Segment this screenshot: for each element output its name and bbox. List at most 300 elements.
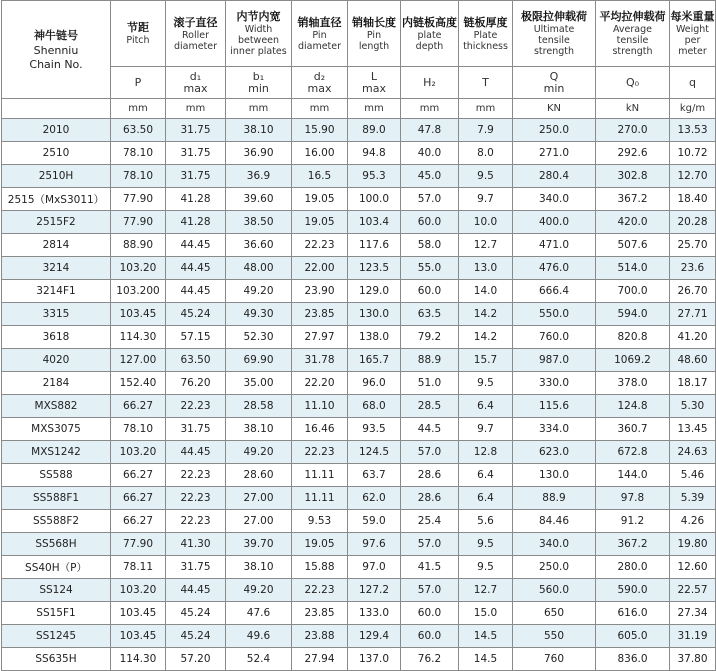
table-cell: 66.27 [111, 487, 166, 510]
table-cell: 103.4 [348, 211, 401, 234]
table-cell: 760 [513, 648, 596, 671]
table-cell: 22.57 [670, 579, 716, 602]
table-cell: 38.10 [226, 556, 292, 579]
table-cell: 66.27 [111, 510, 166, 533]
table-row [2, 303, 716, 326]
table-cell: 62.0 [348, 487, 401, 510]
chain-number-cell: 2184 [2, 372, 111, 395]
table-cell: 987.0 [513, 349, 596, 372]
table-cell: 400.0 [513, 211, 596, 234]
table-cell: 280.0 [596, 556, 670, 579]
table-cell: 1069.2 [596, 349, 670, 372]
table-cell: 88.90 [111, 234, 166, 257]
chain-number-cell: MXS882 [2, 395, 111, 418]
chain-number-cell: SS1245 [2, 625, 111, 648]
table-row [2, 188, 716, 211]
chain-number-header [2, 1, 111, 99]
table-cell: 14.0 [459, 280, 513, 303]
column-header-zh: 链板厚度 [463, 15, 508, 29]
table-cell: 27.71 [670, 303, 716, 326]
column-header-en: Pin [366, 29, 382, 41]
table-cell: 476.0 [513, 257, 596, 280]
column-header-en: plate [417, 29, 442, 41]
table-cell: 124.5 [348, 441, 401, 464]
table-cell: 15.0 [459, 602, 513, 625]
table-cell: 57.20 [166, 648, 226, 671]
table-cell: 103.200 [111, 280, 166, 303]
table-cell: 15.88 [292, 556, 348, 579]
table-cell: 44.45 [166, 441, 226, 464]
table-cell: 39.60 [226, 188, 292, 211]
table-cell: 19.05 [292, 211, 348, 234]
table-cell: 49.20 [226, 280, 292, 303]
table-row [2, 119, 716, 142]
column-header-zh: 滚子直径 [173, 15, 218, 29]
chain-number-cell: 2515F2 [2, 211, 111, 234]
table-cell: 103.20 [111, 441, 166, 464]
table-row [2, 257, 716, 280]
table-cell: 5.46 [670, 464, 716, 487]
table-cell: 605.0 [596, 625, 670, 648]
column-header [226, 1, 292, 67]
table-cell: 60.0 [401, 280, 459, 303]
chain-number-cell: 3214F1 [2, 280, 111, 303]
column-header [292, 1, 348, 67]
column-header [166, 1, 226, 67]
table-cell: 48.00 [226, 257, 292, 280]
table-cell: 44.45 [166, 579, 226, 602]
table-cell: 14.2 [459, 326, 513, 349]
table-cell: 22.23 [166, 487, 226, 510]
table-cell: 760.0 [513, 326, 596, 349]
table-cell: 28.5 [401, 395, 459, 418]
column-symbol [111, 67, 166, 99]
table-cell: 76.20 [166, 372, 226, 395]
table-cell: 130.0 [348, 303, 401, 326]
table-cell: 14.2 [459, 303, 513, 326]
table-cell: 152.40 [111, 372, 166, 395]
table-cell: 514.0 [596, 257, 670, 280]
table-cell: 19.05 [292, 533, 348, 556]
table-cell: 28.60 [226, 464, 292, 487]
chain-number-cell: MXS1242 [2, 441, 111, 464]
column-symbol-line: Q₀ [625, 75, 640, 89]
chain-number-cell: SS15F1 [2, 602, 111, 625]
chain-number-header-en-2: Chain No. [29, 57, 83, 71]
table-cell: 47.6 [226, 602, 292, 625]
table-cell: 52.4 [226, 648, 292, 671]
chain-number-cell: 2510 [2, 142, 111, 165]
column-header-en: diameter [297, 40, 342, 52]
table-cell: 78.10 [111, 165, 166, 188]
table-cell: 22.23 [166, 395, 226, 418]
table-cell: 38.10 [226, 418, 292, 441]
column-header-en: length [358, 40, 390, 52]
table-cell: 9.5 [459, 533, 513, 556]
table-cell: 550.0 [513, 303, 596, 326]
table-cell: 18.40 [670, 188, 716, 211]
table-cell: 68.0 [348, 395, 401, 418]
column-symbol [292, 67, 348, 99]
column-header-zh: 销轴直径 [297, 15, 342, 29]
table-cell: 471.0 [513, 234, 596, 257]
table-cell: 38.10 [226, 119, 292, 142]
table-cell: 27.00 [226, 510, 292, 533]
table-cell: 16.00 [292, 142, 348, 165]
table-cell: 66.27 [111, 464, 166, 487]
table-row [2, 234, 716, 257]
table-cell: 700.0 [596, 280, 670, 303]
table-cell: 22.00 [292, 257, 348, 280]
table-cell: 41.30 [166, 533, 226, 556]
table-cell: 13.45 [670, 418, 716, 441]
table-cell: 69.90 [226, 349, 292, 372]
table-cell: 9.53 [292, 510, 348, 533]
column-header-en: Width [244, 24, 273, 35]
table-cell: 31.19 [670, 625, 716, 648]
table-cell: 27.34 [670, 602, 716, 625]
table-row [2, 533, 716, 556]
table-cell: 31.75 [166, 119, 226, 142]
table-row [2, 165, 716, 188]
table-cell: 137.0 [348, 648, 401, 671]
chain-number-cell: 2515（MxS3011） [2, 188, 111, 211]
table-cell: 11.10 [292, 395, 348, 418]
table-cell: 12.60 [670, 556, 716, 579]
table-cell: 7.9 [459, 119, 513, 142]
table-cell: 28.6 [401, 464, 459, 487]
table-row [2, 625, 716, 648]
table-row [2, 211, 716, 234]
table-cell: 77.90 [111, 188, 166, 211]
column-header-en: diameter [173, 40, 218, 52]
column-header-zh: 销轴长度 [352, 15, 396, 29]
column-symbol [459, 67, 513, 99]
table-cell: 14.5 [459, 648, 513, 671]
table-cell: 165.7 [348, 349, 401, 372]
table-cell: 45.24 [166, 602, 226, 625]
column-unit: mm [348, 99, 401, 119]
column-header [670, 1, 716, 67]
header-unit-row [2, 99, 716, 119]
table-cell: 11.11 [292, 487, 348, 510]
table-cell: 114.30 [111, 648, 166, 671]
table-cell: 39.70 [226, 533, 292, 556]
table-cell: 103.20 [111, 579, 166, 602]
table-cell: 302.8 [596, 165, 670, 188]
table-cell: 63.50 [111, 119, 166, 142]
chain-number-cell: 2010 [2, 119, 111, 142]
column-header-en: inner plates [230, 46, 287, 57]
chain-spec-table-wrapper [1, 0, 715, 671]
table-cell: 27.97 [292, 326, 348, 349]
table-cell: 78.10 [111, 418, 166, 441]
table-cell: 88.9 [401, 349, 459, 372]
column-header-en: per [684, 35, 701, 46]
table-row [2, 441, 716, 464]
chain-number-cell: SS635H [2, 648, 111, 671]
column-header-en: tensile [538, 35, 570, 46]
chain-spec-table [1, 0, 716, 671]
table-cell: 616.0 [596, 602, 670, 625]
table-cell: 36.90 [226, 142, 292, 165]
table-cell: 23.85 [292, 303, 348, 326]
table-cell: 103.45 [111, 625, 166, 648]
column-header [401, 1, 459, 67]
chain-number-cell: 2814 [2, 234, 111, 257]
table-cell: 12.70 [670, 165, 716, 188]
table-cell: 560.0 [513, 579, 596, 602]
table-cell: 378.0 [596, 372, 670, 395]
table-cell: 507.6 [596, 234, 670, 257]
table-cell: 66.27 [111, 395, 166, 418]
table-cell: 93.5 [348, 418, 401, 441]
column-header [596, 1, 670, 67]
table-cell: 77.90 [111, 533, 166, 556]
column-unit: mm [459, 99, 513, 119]
table-cell: 9.5 [459, 556, 513, 579]
table-row [2, 142, 716, 165]
table-cell: 57.0 [401, 188, 459, 211]
table-cell: 19.80 [670, 533, 716, 556]
table-cell: 76.2 [401, 648, 459, 671]
table-cell: 16.46 [292, 418, 348, 441]
table-cell: 27.00 [226, 487, 292, 510]
table-cell: 88.9 [513, 487, 596, 510]
table-cell: 103.45 [111, 303, 166, 326]
table-cell: 133.0 [348, 602, 401, 625]
table-cell: 49.20 [226, 441, 292, 464]
table-cell: 6.4 [459, 487, 513, 510]
table-cell: 57.0 [401, 533, 459, 556]
chain-number-cell: 4020 [2, 349, 111, 372]
column-unit: mm [166, 99, 226, 119]
table-cell: 47.8 [401, 119, 459, 142]
chain-number-cell: SS124 [2, 579, 111, 602]
column-symbol [513, 67, 596, 99]
table-cell: 8.0 [459, 142, 513, 165]
table-cell: 25.4 [401, 510, 459, 533]
table-cell: 44.45 [166, 280, 226, 303]
table-cell: 97.6 [348, 533, 401, 556]
table-cell: 9.5 [459, 372, 513, 395]
column-header [459, 1, 513, 67]
table-cell: 41.28 [166, 211, 226, 234]
table-cell: 95.3 [348, 165, 401, 188]
column-symbol-line: H₂ [423, 75, 436, 89]
column-header-en: Pitch [126, 35, 150, 46]
table-row [2, 280, 716, 303]
table-cell: 44.45 [166, 257, 226, 280]
table-cell: 63.50 [166, 349, 226, 372]
table-cell: 127.2 [348, 579, 401, 602]
table-cell: 280.4 [513, 165, 596, 188]
column-symbol-line: max [183, 81, 208, 95]
table-row [2, 579, 716, 602]
table-cell: 59.0 [348, 510, 401, 533]
table-cell: 129.4 [348, 625, 401, 648]
column-header-en: Plate [473, 29, 498, 41]
table-cell: 114.30 [111, 326, 166, 349]
table-cell: 103.45 [111, 602, 166, 625]
table-cell: 9.5 [459, 165, 513, 188]
table-cell: 23.85 [292, 602, 348, 625]
column-header-zh: 每米重量 [670, 10, 715, 23]
column-symbol-line: min [543, 81, 565, 95]
table-cell: 650 [513, 602, 596, 625]
table-cell: 22.23 [166, 464, 226, 487]
column-header-en: Weight [675, 24, 710, 35]
table-cell: 594.0 [596, 303, 670, 326]
table-cell: 45.24 [166, 303, 226, 326]
table-cell: 45.0 [401, 165, 459, 188]
column-unit: kN [596, 99, 670, 119]
table-cell: 26.70 [670, 280, 716, 303]
table-cell: 57.15 [166, 326, 226, 349]
table-cell: 14.5 [459, 625, 513, 648]
column-header [513, 1, 596, 67]
table-cell: 20.28 [670, 211, 716, 234]
table-cell: 31.75 [166, 418, 226, 441]
table-cell: 78.10 [111, 142, 166, 165]
table-cell: 77.90 [111, 211, 166, 234]
column-symbol-line: T [482, 75, 489, 89]
table-cell: 250.0 [513, 119, 596, 142]
unit-spacer-cell [2, 99, 111, 119]
table-cell: 31.78 [292, 349, 348, 372]
table-cell: 103.20 [111, 257, 166, 280]
table-cell: 52.30 [226, 326, 292, 349]
table-cell: 130.0 [513, 464, 596, 487]
table-cell: 330.0 [513, 372, 596, 395]
table-cell: 45.24 [166, 625, 226, 648]
table-cell: 340.0 [513, 533, 596, 556]
table-cell: 41.20 [670, 326, 716, 349]
table-cell: 60.0 [401, 625, 459, 648]
table-cell: 22.20 [292, 372, 348, 395]
column-symbol [166, 67, 226, 99]
chain-number-cell: SS40H（P） [2, 556, 111, 579]
column-header-en: tensile [616, 35, 649, 46]
column-header-zh: 平均拉伸载荷 [599, 10, 666, 23]
table-cell: 23.6 [670, 257, 716, 280]
table-cell: 124.8 [596, 395, 670, 418]
table-cell: 10.72 [670, 142, 716, 165]
chain-number-cell: 3618 [2, 326, 111, 349]
table-cell: 9.7 [459, 188, 513, 211]
column-header-zh: 极限拉伸载荷 [521, 10, 587, 23]
column-header-zh: 内节内宽 [236, 10, 281, 23]
table-cell: 9.7 [459, 418, 513, 441]
table-row [2, 510, 716, 533]
column-symbol [348, 67, 401, 99]
column-symbol [596, 67, 670, 99]
column-symbol-line: d₁ [189, 69, 202, 83]
table-cell: 24.63 [670, 441, 716, 464]
table-row [2, 602, 716, 625]
column-symbol [401, 67, 459, 99]
column-header-en: thickness [463, 40, 508, 52]
table-cell: 40.0 [401, 142, 459, 165]
chain-number-cell: 3214 [2, 257, 111, 280]
column-symbol-line: L [370, 69, 378, 83]
table-cell: 334.0 [513, 418, 596, 441]
chain-number-header-en-1: Shenniu [33, 43, 79, 57]
table-cell: 35.00 [226, 372, 292, 395]
table-cell: 6.4 [459, 464, 513, 487]
column-unit: mm [292, 99, 348, 119]
column-symbol [226, 67, 292, 99]
table-cell: 49.20 [226, 579, 292, 602]
table-cell: 360.7 [596, 418, 670, 441]
table-row [2, 556, 716, 579]
column-unit: mm [226, 99, 292, 119]
table-cell: 60.0 [401, 211, 459, 234]
table-cell: 58.0 [401, 234, 459, 257]
table-cell: 127.00 [111, 349, 166, 372]
table-cell: 292.6 [596, 142, 670, 165]
table-cell: 271.0 [513, 142, 596, 165]
column-symbol-line: max [362, 81, 386, 95]
table-row [2, 372, 716, 395]
table-cell: 12.8 [459, 441, 513, 464]
table-cell: 23.88 [292, 625, 348, 648]
column-header-zh: 内链板高度 [402, 15, 457, 29]
table-row [2, 487, 716, 510]
table-cell: 367.2 [596, 533, 670, 556]
table-cell: 550 [513, 625, 596, 648]
table-cell: 590.0 [596, 579, 670, 602]
table-cell: 44.5 [401, 418, 459, 441]
table-cell: 60.0 [401, 602, 459, 625]
table-cell: 55.0 [401, 257, 459, 280]
table-row [2, 464, 716, 487]
table-cell: 91.2 [596, 510, 670, 533]
table-cell: 6.4 [459, 395, 513, 418]
table-cell: 25.70 [670, 234, 716, 257]
table-cell: 37.80 [670, 648, 716, 671]
chain-number-header-zh: 神牛链号 [34, 28, 78, 42]
column-header-en: meter [678, 46, 707, 57]
table-cell: 623.0 [513, 441, 596, 464]
table-cell: 10.0 [459, 211, 513, 234]
table-cell: 27.94 [292, 648, 348, 671]
table-cell: 123.5 [348, 257, 401, 280]
column-header-en: Pin [312, 29, 327, 41]
table-cell: 63.7 [348, 464, 401, 487]
table-cell: 79.2 [401, 326, 459, 349]
table-cell: 57.0 [401, 441, 459, 464]
column-symbol-line: P [134, 75, 142, 89]
table-cell: 94.8 [348, 142, 401, 165]
table-cell: 89.0 [348, 119, 401, 142]
table-cell: 31.75 [166, 165, 226, 188]
table-cell: 16.5 [292, 165, 348, 188]
table-cell: 666.4 [513, 280, 596, 303]
column-header-en: strength [612, 46, 653, 57]
table-cell: 28.6 [401, 487, 459, 510]
table-cell: 31.75 [166, 556, 226, 579]
column-symbol-line: q [689, 75, 696, 89]
table-cell: 129.0 [348, 280, 401, 303]
column-symbol-line: max [307, 81, 332, 95]
table-cell: 420.0 [596, 211, 670, 234]
table-cell: 78.11 [111, 556, 166, 579]
table-cell: 117.6 [348, 234, 401, 257]
table-cell: 144.0 [596, 464, 670, 487]
column-symbol-line: min [248, 81, 269, 95]
column-unit: KN [513, 99, 596, 119]
